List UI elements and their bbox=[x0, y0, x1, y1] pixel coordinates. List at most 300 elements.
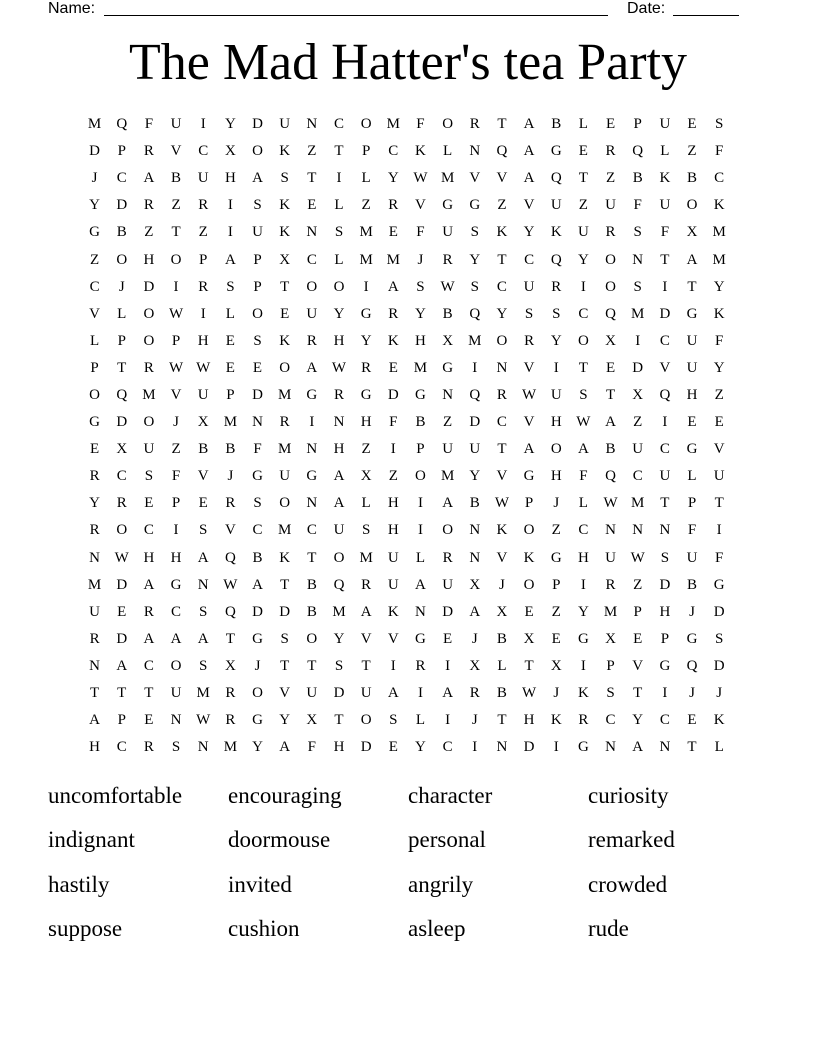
grid-cell[interactable]: Y bbox=[360, 332, 372, 349]
grid-cell[interactable]: K bbox=[279, 224, 291, 241]
grid-cell[interactable]: K bbox=[496, 224, 508, 241]
grid-cell[interactable]: D bbox=[116, 197, 128, 214]
grid-cell[interactable]: X bbox=[686, 224, 698, 241]
grid-cell[interactable]: D bbox=[360, 739, 372, 756]
grid-cell[interactable]: Q bbox=[469, 386, 481, 403]
grid-cell[interactable]: K bbox=[387, 603, 399, 620]
grid-cell[interactable]: G bbox=[577, 739, 589, 756]
grid-cell[interactable]: F bbox=[307, 739, 316, 756]
grid-cell[interactable]: C bbox=[442, 739, 453, 756]
grid-cell[interactable]: K bbox=[279, 549, 291, 566]
grid-cell[interactable]: A bbox=[523, 143, 535, 160]
grid-cell[interactable]: S bbox=[715, 116, 724, 133]
grid-cell[interactable]: U bbox=[713, 468, 725, 485]
grid-cell[interactable]: J bbox=[553, 685, 560, 702]
grid-cell[interactable]: I bbox=[227, 224, 233, 241]
grid-cell[interactable]: V bbox=[523, 359, 535, 376]
grid-cell[interactable]: F bbox=[715, 143, 724, 160]
grid-cell[interactable]: I bbox=[417, 685, 423, 702]
grid-cell[interactable]: S bbox=[633, 224, 642, 241]
grid-cell[interactable]: Z bbox=[443, 414, 453, 431]
grid-cell[interactable]: D bbox=[116, 576, 128, 593]
grid-cell[interactable]: V bbox=[523, 414, 535, 431]
grid-cell[interactable]: I bbox=[662, 414, 668, 431]
grid-cell[interactable]: D bbox=[116, 630, 128, 647]
grid-cell[interactable]: T bbox=[524, 657, 534, 674]
grid-cell[interactable]: G bbox=[469, 197, 481, 214]
grid-cell[interactable]: E bbox=[144, 495, 154, 512]
grid-cell[interactable]: A bbox=[306, 359, 318, 376]
grid-cell[interactable]: W bbox=[168, 359, 184, 376]
grid-cell[interactable]: X bbox=[550, 657, 562, 674]
grid-cell[interactable]: R bbox=[388, 305, 399, 322]
grid-cell[interactable]: B bbox=[252, 549, 263, 566]
grid-cell[interactable]: I bbox=[580, 657, 586, 674]
grid-cell[interactable]: Y bbox=[333, 630, 345, 647]
grid-cell[interactable]: A bbox=[252, 576, 263, 593]
grid-cell[interactable]: N bbox=[252, 414, 263, 431]
grid-cell[interactable]: N bbox=[605, 739, 616, 756]
grid-cell[interactable]: C bbox=[306, 522, 317, 539]
grid-cell[interactable]: K bbox=[415, 143, 426, 160]
grid-cell[interactable]: L bbox=[714, 739, 724, 756]
grid-cell[interactable]: U bbox=[252, 224, 263, 241]
grid-cell[interactable]: W bbox=[413, 170, 428, 187]
grid-cell[interactable]: E bbox=[578, 143, 588, 160]
grid-cell[interactable]: H bbox=[415, 332, 426, 349]
grid-cell[interactable]: K bbox=[279, 143, 291, 160]
grid-cell[interactable]: Y bbox=[577, 251, 589, 268]
grid-cell[interactable]: T bbox=[334, 712, 344, 729]
grid-cell[interactable]: G bbox=[415, 386, 426, 403]
grid-cell[interactable]: G bbox=[442, 197, 454, 214]
grid-cell[interactable]: K bbox=[577, 685, 589, 702]
grid-cell[interactable]: B bbox=[687, 170, 698, 187]
grid-cell[interactable]: P bbox=[361, 143, 371, 160]
grid-cell[interactable]: R bbox=[442, 549, 453, 566]
grid-cell[interactable]: L bbox=[687, 468, 697, 485]
grid-cell[interactable]: L bbox=[117, 305, 127, 322]
grid-cell[interactable]: Y bbox=[469, 251, 481, 268]
grid-cell[interactable]: A bbox=[143, 170, 155, 187]
grid-cell[interactable]: T bbox=[280, 576, 290, 593]
grid-cell[interactable]: C bbox=[116, 739, 127, 756]
grid-cell[interactable]: M bbox=[359, 251, 373, 268]
grid-cell[interactable]: I bbox=[580, 576, 586, 593]
grid-cell[interactable]: O bbox=[442, 522, 454, 539]
grid-cell[interactable]: E bbox=[633, 630, 643, 647]
grid-cell[interactable]: Z bbox=[633, 414, 643, 431]
grid-cell[interactable]: A bbox=[89, 712, 100, 729]
grid-cell[interactable]: N bbox=[89, 657, 100, 674]
grid-cell[interactable]: X bbox=[116, 441, 128, 458]
grid-cell[interactable]: E bbox=[388, 359, 398, 376]
grid-cell[interactable]: U bbox=[632, 441, 644, 458]
grid-cell[interactable]: O bbox=[360, 712, 372, 729]
grid-cell[interactable]: S bbox=[416, 278, 425, 295]
grid-cell[interactable]: Y bbox=[496, 305, 508, 322]
grid-cell[interactable]: J bbox=[499, 576, 505, 593]
grid-cell[interactable]: H bbox=[170, 549, 182, 566]
grid-cell[interactable]: O bbox=[360, 116, 372, 133]
grid-cell[interactable]: X bbox=[279, 251, 291, 268]
grid-cell[interactable]: L bbox=[361, 495, 371, 512]
grid-cell[interactable]: C bbox=[306, 251, 317, 268]
grid-cell[interactable]: O bbox=[279, 359, 291, 376]
grid-cell[interactable]: R bbox=[225, 712, 236, 729]
grid-cell[interactable]: Q bbox=[550, 251, 562, 268]
grid-cell[interactable]: X bbox=[442, 332, 454, 349]
grid-cell[interactable]: Z bbox=[361, 441, 371, 458]
grid-cell[interactable]: W bbox=[223, 576, 238, 593]
grid-cell[interactable]: L bbox=[334, 251, 344, 268]
grid-cell[interactable]: O bbox=[333, 549, 345, 566]
grid-cell[interactable]: X bbox=[632, 386, 644, 403]
grid-cell[interactable]: G bbox=[523, 468, 535, 485]
grid-cell[interactable]: F bbox=[660, 224, 670, 241]
grid-cell[interactable]: C bbox=[143, 522, 154, 539]
grid-cell[interactable]: I bbox=[200, 305, 206, 322]
grid-cell[interactable]: H bbox=[550, 468, 562, 485]
grid-cell[interactable]: V bbox=[496, 170, 508, 187]
grid-cell[interactable]: Y bbox=[387, 170, 399, 187]
grid-cell[interactable]: I bbox=[472, 739, 478, 756]
grid-cell[interactable]: U bbox=[306, 305, 318, 322]
grid-cell[interactable]: A bbox=[387, 278, 399, 295]
grid-cell[interactable]: A bbox=[252, 170, 263, 187]
grid-cell[interactable]: U bbox=[442, 576, 454, 593]
grid-cell[interactable]: R bbox=[89, 468, 100, 485]
grid-cell[interactable]: E bbox=[117, 603, 127, 620]
grid-cell[interactable]: B bbox=[225, 441, 236, 458]
grid-cell[interactable]: H bbox=[333, 441, 345, 458]
grid-cell[interactable]: S bbox=[334, 224, 344, 241]
grid-cell[interactable]: R bbox=[361, 576, 372, 593]
grid-cell[interactable]: X bbox=[523, 630, 535, 647]
grid-cell[interactable]: R bbox=[469, 116, 480, 133]
grid-cell[interactable]: H bbox=[333, 332, 345, 349]
grid-cell[interactable]: Z bbox=[605, 170, 616, 187]
grid-cell[interactable]: P bbox=[552, 576, 561, 593]
grid-cell[interactable]: U bbox=[170, 685, 182, 702]
grid-cell[interactable]: B bbox=[632, 170, 643, 187]
grid-cell[interactable]: X bbox=[605, 332, 616, 349]
grid-cell[interactable]: U bbox=[605, 197, 616, 214]
grid-cell[interactable]: E bbox=[225, 332, 235, 349]
grid-cell[interactable]: Q bbox=[550, 170, 562, 187]
grid-cell[interactable]: P bbox=[253, 278, 262, 295]
grid-cell[interactable]: T bbox=[578, 170, 588, 187]
grid-cell[interactable]: O bbox=[89, 386, 100, 403]
date-field-blank[interactable] bbox=[673, 0, 739, 16]
grid-cell[interactable]: R bbox=[524, 332, 535, 349]
grid-cell[interactable]: T bbox=[497, 116, 507, 133]
grid-cell[interactable]: I bbox=[200, 116, 206, 133]
grid-cell[interactable]: Z bbox=[307, 143, 317, 160]
grid-cell[interactable]: W bbox=[494, 495, 509, 512]
grid-cell[interactable]: P bbox=[90, 359, 99, 376]
grid-cell[interactable]: R bbox=[306, 332, 317, 349]
grid-cell[interactable]: G bbox=[89, 224, 100, 241]
grid-cell[interactable]: L bbox=[415, 549, 426, 566]
grid-cell[interactable]: Q bbox=[686, 657, 698, 674]
grid-cell[interactable]: K bbox=[279, 332, 291, 349]
grid-cell[interactable]: G bbox=[252, 468, 263, 485]
grid-cell[interactable]: U bbox=[523, 278, 535, 295]
grid-cell[interactable]: M bbox=[386, 251, 400, 268]
grid-cell[interactable]: M bbox=[359, 224, 373, 241]
grid-cell[interactable]: X bbox=[496, 603, 508, 620]
grid-cell[interactable]: S bbox=[552, 305, 561, 322]
grid-cell[interactable]: I bbox=[635, 332, 641, 349]
grid-cell[interactable]: P bbox=[171, 332, 181, 349]
grid-cell[interactable]: C bbox=[198, 143, 209, 160]
grid-cell[interactable]: M bbox=[87, 116, 102, 133]
grid-cell[interactable]: T bbox=[280, 278, 290, 295]
grid-cell[interactable]: D bbox=[143, 278, 155, 295]
grid-cell[interactable]: T bbox=[117, 685, 127, 702]
grid-cell[interactable]: V bbox=[469, 170, 481, 187]
grid-cell[interactable]: Q bbox=[116, 116, 128, 133]
grid-cell[interactable]: G bbox=[415, 630, 426, 647]
grid-cell[interactable]: Q bbox=[605, 468, 616, 485]
grid-cell[interactable]: H bbox=[577, 549, 589, 566]
grid-cell[interactable]: B bbox=[306, 576, 317, 593]
grid-cell[interactable]: R bbox=[279, 414, 290, 431]
grid-cell[interactable]: B bbox=[306, 603, 317, 620]
grid-cell[interactable]: A bbox=[387, 685, 399, 702]
grid-cell[interactable]: M bbox=[712, 251, 726, 268]
grid-cell[interactable]: Y bbox=[333, 305, 345, 322]
grid-cell[interactable]: Z bbox=[361, 197, 371, 214]
grid-cell[interactable]: Z bbox=[714, 386, 724, 403]
grid-cell[interactable]: Y bbox=[279, 712, 291, 729]
grid-cell[interactable]: C bbox=[632, 468, 643, 485]
grid-cell[interactable]: T bbox=[497, 441, 507, 458]
grid-cell[interactable]: A bbox=[197, 549, 209, 566]
grid-cell[interactable]: M bbox=[278, 386, 292, 403]
grid-cell[interactable]: A bbox=[279, 739, 291, 756]
grid-cell[interactable]: N bbox=[333, 414, 345, 431]
grid-cell[interactable]: E bbox=[252, 359, 263, 376]
grid-cell[interactable]: E bbox=[198, 495, 208, 512]
grid-cell[interactable]: I bbox=[173, 522, 179, 539]
grid-cell[interactable]: S bbox=[226, 278, 235, 295]
grid-cell[interactable]: P bbox=[253, 251, 262, 268]
grid-cell[interactable]: O bbox=[686, 197, 698, 214]
grid-cell[interactable]: K bbox=[550, 712, 562, 729]
grid-cell[interactable]: I bbox=[309, 414, 315, 431]
grid-cell[interactable]: I bbox=[553, 359, 559, 376]
grid-cell[interactable]: S bbox=[715, 630, 724, 647]
grid-cell[interactable]: N bbox=[197, 576, 209, 593]
grid-cell[interactable]: A bbox=[143, 630, 155, 647]
grid-cell[interactable]: U bbox=[550, 386, 562, 403]
grid-cell[interactable]: M bbox=[631, 495, 645, 512]
grid-cell[interactable]: V bbox=[496, 549, 508, 566]
grid-cell[interactable]: S bbox=[253, 495, 262, 512]
grid-cell[interactable]: Z bbox=[633, 576, 643, 593]
grid-cell[interactable]: E bbox=[687, 414, 697, 431]
grid-cell[interactable]: L bbox=[334, 197, 344, 214]
grid-cell[interactable]: M bbox=[603, 603, 618, 620]
grid-cell[interactable]: N bbox=[632, 251, 644, 268]
grid-cell[interactable]: S bbox=[199, 603, 208, 620]
grid-cell[interactable]: F bbox=[416, 116, 425, 133]
grid-cell[interactable]: K bbox=[659, 170, 671, 187]
grid-cell[interactable]: U bbox=[197, 386, 209, 403]
grid-cell[interactable]: D bbox=[713, 603, 725, 620]
grid-cell[interactable]: M bbox=[142, 386, 156, 403]
grid-cell[interactable]: Z bbox=[551, 603, 561, 620]
grid-cell[interactable]: L bbox=[361, 170, 371, 187]
grid-cell[interactable]: C bbox=[659, 712, 670, 729]
grid-cell[interactable]: K bbox=[387, 332, 399, 349]
grid-cell[interactable]: A bbox=[605, 414, 616, 431]
grid-cell[interactable]: Y bbox=[89, 495, 100, 512]
grid-cell[interactable]: E bbox=[225, 359, 235, 376]
grid-cell[interactable]: T bbox=[687, 739, 697, 756]
grid-cell[interactable]: F bbox=[253, 441, 262, 458]
grid-cell[interactable]: L bbox=[415, 712, 426, 729]
grid-cell[interactable]: H bbox=[659, 603, 671, 620]
grid-cell[interactable]: B bbox=[171, 170, 182, 187]
grid-cell[interactable]: C bbox=[143, 657, 154, 674]
grid-cell[interactable]: P bbox=[416, 441, 425, 458]
grid-cell[interactable]: J bbox=[118, 278, 125, 295]
grid-cell[interactable]: P bbox=[633, 603, 642, 620]
grid-cell[interactable]: E bbox=[687, 116, 697, 133]
grid-cell[interactable]: S bbox=[470, 224, 479, 241]
grid-cell[interactable]: O bbox=[170, 657, 182, 674]
grid-cell[interactable]: U bbox=[279, 116, 291, 133]
grid-cell[interactable]: U bbox=[279, 468, 291, 485]
grid-cell[interactable]: F bbox=[389, 414, 398, 431]
grid-cell[interactable]: S bbox=[171, 739, 181, 756]
grid-cell[interactable]: C bbox=[496, 414, 507, 431]
grid-cell[interactable]: H bbox=[89, 739, 100, 756]
grid-cell[interactable]: D bbox=[442, 603, 454, 620]
grid-cell[interactable]: D bbox=[252, 116, 263, 133]
grid-cell[interactable]: Z bbox=[687, 143, 697, 160]
grid-cell[interactable]: R bbox=[198, 278, 209, 295]
grid-cell[interactable]: M bbox=[223, 414, 238, 431]
grid-cell[interactable]: V bbox=[197, 468, 209, 485]
grid-cell[interactable]: K bbox=[713, 712, 725, 729]
grid-cell[interactable]: T bbox=[307, 657, 317, 674]
grid-cell[interactable]: A bbox=[577, 441, 589, 458]
grid-cell[interactable]: X bbox=[605, 630, 616, 647]
grid-cell[interactable]: D bbox=[659, 576, 671, 593]
grid-cell[interactable]: S bbox=[334, 657, 344, 674]
grid-cell[interactable]: H bbox=[387, 495, 399, 512]
grid-cell[interactable]: R bbox=[442, 251, 453, 268]
grid-cell[interactable]: R bbox=[198, 197, 209, 214]
grid-cell[interactable]: A bbox=[442, 685, 454, 702]
grid-cell[interactable]: J bbox=[227, 468, 234, 485]
grid-cell[interactable]: V bbox=[360, 630, 372, 647]
grid-cell[interactable]: X bbox=[306, 712, 318, 729]
grid-cell[interactable]: C bbox=[388, 143, 399, 160]
grid-cell[interactable]: G bbox=[170, 576, 182, 593]
grid-cell[interactable]: U bbox=[577, 224, 589, 241]
grid-cell[interactable]: E bbox=[687, 712, 697, 729]
grid-cell[interactable]: Z bbox=[171, 197, 181, 214]
grid-cell[interactable]: T bbox=[225, 630, 235, 647]
grid-cell[interactable]: R bbox=[551, 278, 562, 295]
grid-cell[interactable]: F bbox=[715, 549, 724, 566]
grid-cell[interactable]: M bbox=[278, 441, 292, 458]
grid-cell[interactable]: N bbox=[469, 143, 481, 160]
grid-cell[interactable]: Y bbox=[224, 116, 236, 133]
grid-cell[interactable]: C bbox=[116, 170, 127, 187]
grid-cell[interactable]: G bbox=[686, 305, 698, 322]
grid-cell[interactable]: I bbox=[580, 278, 586, 295]
grid-cell[interactable]: G bbox=[577, 630, 589, 647]
grid-cell[interactable]: U bbox=[306, 685, 318, 702]
grid-cell[interactable]: Z bbox=[388, 468, 398, 485]
grid-cell[interactable]: O bbox=[143, 332, 155, 349]
grid-cell[interactable]: R bbox=[578, 712, 589, 729]
grid-cell[interactable]: X bbox=[469, 657, 481, 674]
grid-cell[interactable]: V bbox=[632, 657, 644, 674]
grid-cell[interactable]: B bbox=[415, 414, 426, 431]
grid-cell[interactable]: V bbox=[496, 468, 508, 485]
grid-cell[interactable]: Q bbox=[469, 305, 481, 322]
grid-cell[interactable]: C bbox=[496, 278, 507, 295]
grid-cell[interactable]: N bbox=[442, 386, 454, 403]
grid-cell[interactable]: H bbox=[197, 332, 209, 349]
grid-cell[interactable]: N bbox=[605, 522, 616, 539]
grid-cell[interactable]: U bbox=[550, 197, 562, 214]
grid-cell[interactable]: U bbox=[659, 468, 671, 485]
grid-cell[interactable]: V bbox=[387, 630, 399, 647]
grid-cell[interactable]: M bbox=[631, 305, 645, 322]
grid-cell[interactable]: M bbox=[359, 549, 373, 566]
grid-cell[interactable]: O bbox=[170, 251, 182, 268]
grid-cell[interactable]: Q bbox=[496, 143, 508, 160]
grid-cell[interactable]: M bbox=[440, 468, 455, 485]
grid-cell[interactable]: D bbox=[469, 414, 481, 431]
grid-cell[interactable]: A bbox=[143, 576, 155, 593]
grid-cell[interactable]: D bbox=[252, 386, 263, 403]
grid-cell[interactable]: A bbox=[116, 657, 128, 674]
grid-cell[interactable]: S bbox=[660, 549, 670, 566]
grid-cell[interactable]: N bbox=[89, 549, 100, 566]
grid-cell[interactable]: R bbox=[225, 495, 236, 512]
grid-cell[interactable]: R bbox=[89, 522, 100, 539]
grid-cell[interactable]: Z bbox=[171, 441, 181, 458]
grid-cell[interactable]: S bbox=[524, 305, 534, 322]
grid-cell[interactable]: C bbox=[605, 712, 616, 729]
grid-cell[interactable]: J bbox=[689, 603, 695, 620]
grid-cell[interactable]: K bbox=[713, 197, 725, 214]
grid-cell[interactable]: I bbox=[173, 278, 179, 295]
grid-cell[interactable]: U bbox=[686, 332, 698, 349]
grid-cell[interactable]: U bbox=[442, 224, 454, 241]
grid-cell[interactable]: N bbox=[659, 739, 671, 756]
grid-cell[interactable]: K bbox=[523, 549, 535, 566]
grid-cell[interactable]: U bbox=[89, 603, 100, 620]
grid-cell[interactable]: N bbox=[415, 603, 426, 620]
grid-cell[interactable]: J bbox=[716, 685, 723, 702]
grid-cell[interactable]: F bbox=[144, 116, 154, 133]
grid-cell[interactable]: O bbox=[442, 116, 454, 133]
grid-cell[interactable]: P bbox=[117, 143, 126, 160]
grid-cell[interactable]: V bbox=[659, 359, 671, 376]
grid-cell[interactable]: L bbox=[497, 657, 507, 674]
grid-cell[interactable]: J bbox=[173, 414, 179, 431]
